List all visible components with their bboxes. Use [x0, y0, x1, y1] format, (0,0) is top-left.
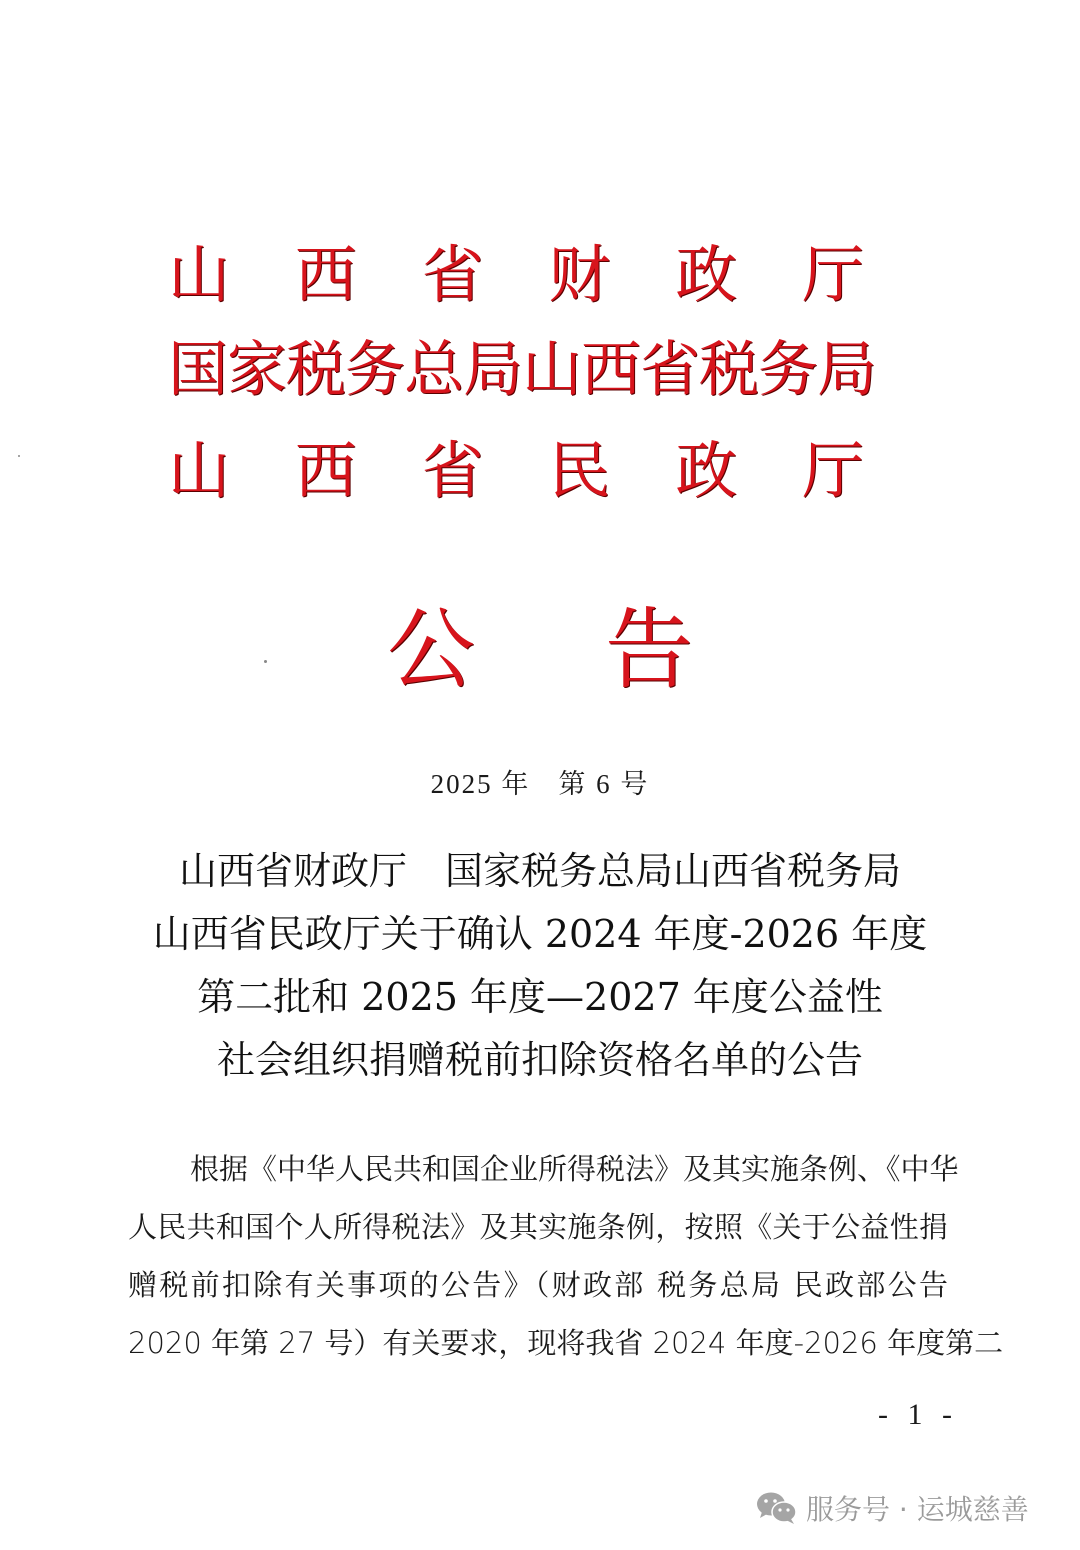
- letterhead-line-finance-dept: [168, 238, 864, 311]
- wechat-icon: [756, 1491, 798, 1525]
- title-line: 社会组织捐赠税前扣除资格名单的公告: [216, 1038, 863, 1082]
- announcement-heading: [0, 598, 1080, 701]
- body-line: 根据《中华人民共和国企业所得税法》及其实施条例、《中华: [190, 1152, 959, 1186]
- letterhead-char: 政: [675, 434, 738, 507]
- letterhead-char: 局: [463, 335, 522, 405]
- letterhead-char: 省: [421, 238, 484, 311]
- scan-speck: [18, 455, 20, 457]
- letterhead-char: 务: [345, 335, 404, 405]
- letterhead-char: 税: [286, 335, 345, 405]
- document-title: [0, 840, 1080, 1092]
- letterhead-char: 国: [168, 335, 227, 405]
- letterhead-line-tax-bureau: [168, 335, 876, 405]
- letterhead-char: 家: [227, 335, 286, 405]
- title-line: 山西省财政厅 国家税务总局山西省税务局: [178, 849, 901, 893]
- letterhead-char: 厅: [801, 238, 864, 311]
- letterhead-char: 政: [675, 238, 738, 311]
- document-serial: 第 6 号: [558, 769, 650, 799]
- announcement-char: 公: [386, 598, 475, 701]
- letterhead-char: 财: [548, 238, 611, 311]
- document-body: [128, 1140, 1004, 1372]
- letterhead-char: 山: [168, 238, 231, 311]
- body-line: 2020 年第 27 号）有关要求，现将我省 2024 年度-2026 年度第二: [128, 1326, 1004, 1360]
- document-year: 2025 年: [430, 769, 531, 799]
- document-number: [0, 762, 1080, 801]
- letterhead-char: 西: [294, 238, 357, 311]
- letterhead-char: 西: [294, 434, 357, 507]
- letterhead-char: 总: [404, 335, 463, 405]
- letterhead-line-civil-affairs: [168, 434, 864, 507]
- letterhead-char: 厅: [801, 434, 864, 507]
- announcement-char: 告: [605, 598, 694, 701]
- letterhead-char: 山: [522, 335, 581, 405]
- letterhead-char: 西: [581, 335, 640, 405]
- letterhead-char: 省: [421, 434, 484, 507]
- watermark-text: 服务号 · 运城慈善: [806, 1493, 1029, 1526]
- body-line: 赠税前扣除有关事项的公告》（财政部 税务总局 民政部公告: [128, 1268, 948, 1302]
- letterhead-char: 税: [699, 335, 758, 405]
- letterhead-char: 省: [640, 335, 699, 405]
- letterhead-char: 局: [817, 335, 876, 405]
- title-line: 第二批和 2025 年度—2027 年度公益性: [197, 975, 883, 1019]
- body-line: 人民共和国个人所得税法》及其实施条例，按照《关于公益性捐: [128, 1210, 948, 1244]
- account-watermark: [756, 1488, 1029, 1528]
- page-number: - 1 -: [878, 1398, 958, 1431]
- title-line: 山西省民政厅关于确认 2024 年度-2026 年度: [152, 912, 928, 956]
- letterhead-char: 务: [758, 335, 817, 405]
- letterhead-char: 山: [168, 434, 231, 507]
- letterhead-char: 民: [548, 434, 611, 507]
